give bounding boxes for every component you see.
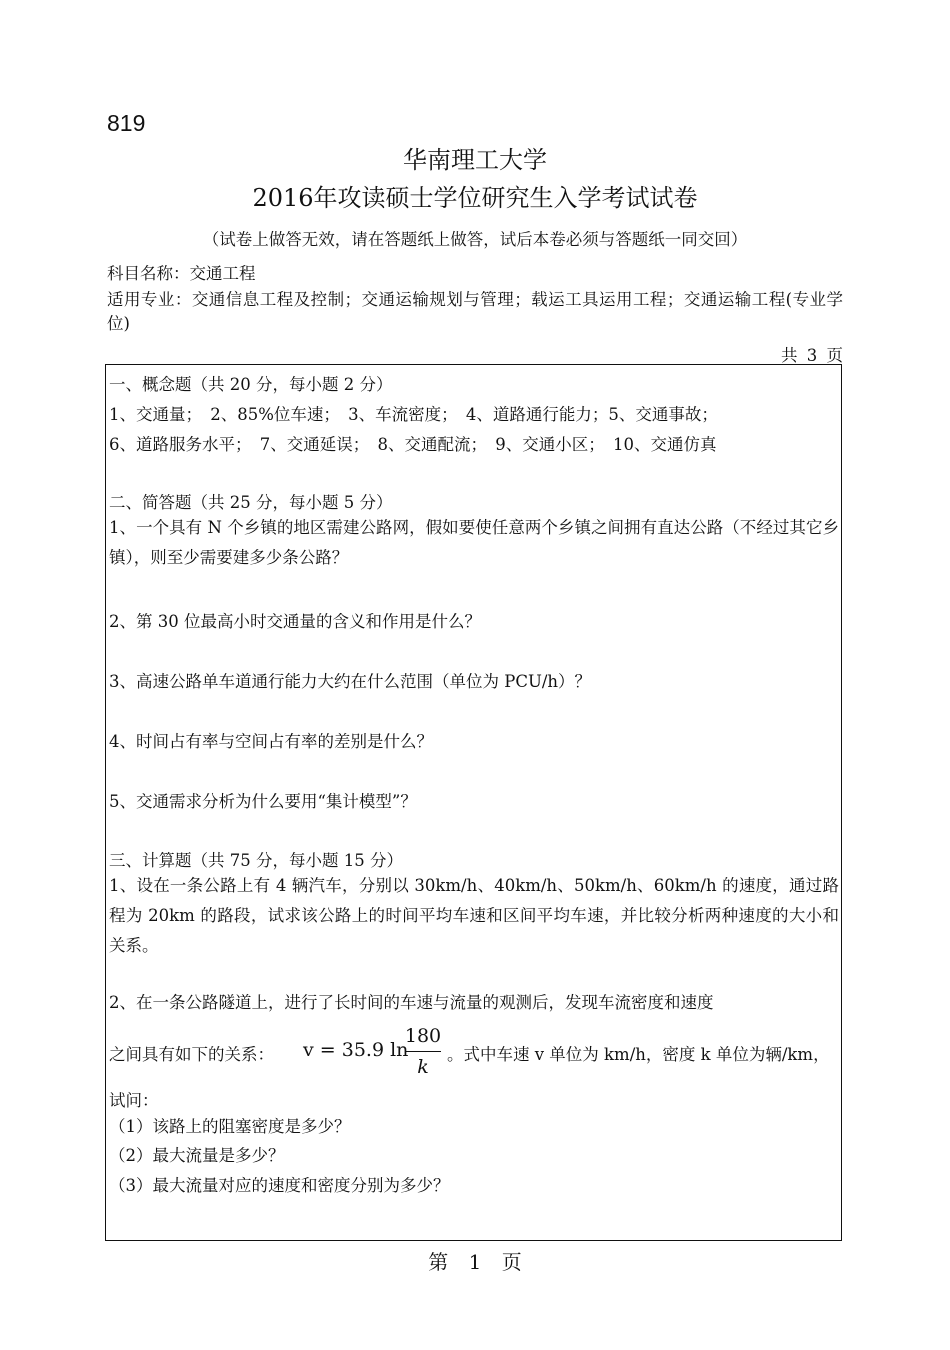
section1-terms-line1: 1、交通量； 2、85%位车速； 3、车流密度； 4、道路通行能力；5、交通事故； [109, 405, 718, 424]
question-box [105, 364, 842, 1241]
section1-heading: 一、概念题（共 20 分，每小题 2 分） [109, 375, 393, 394]
section3-q2-formula-line [109, 1023, 839, 1083]
section2-q1: 1、一个具有 N 个乡镇的地区需建公路网，假如要使任意两个乡镇之间拥有直达公路（不经过其它乡镇），则至少需要建多少条公路？ [109, 518, 839, 567]
exam-code: 819 [107, 110, 146, 136]
section3-q2-ask: 试问： [109, 1091, 159, 1110]
section2-q3: 3、高速公路单车道通行能力大约在什么范围（单位为 PCU/h）？ [109, 672, 592, 691]
section3-q2-line1: 2、在一条公路隧道上，进行了长时间的车速与流量的观测后，发现车流密度和速度 [109, 993, 714, 1012]
section3-heading: 三、计算题（共 75 分，每小题 15 分） [109, 851, 403, 870]
applicable-majors: 适用专业：交通信息工程及控制；交通运输规划与管理；载运工具运用工程；交通运输工程(专业学位) [107, 290, 843, 333]
section3-q2-sub1: （1）该路上的阻塞密度是多少？ [109, 1117, 351, 1136]
exam-title: 2016年攻读硕士学位研究生入学考试试卷 [252, 184, 698, 212]
section2-heading: 二、简答题（共 25 分，每小题 5 分） [109, 493, 393, 512]
subject-name: 科目名称：交通工程 [107, 264, 256, 283]
formula-fraction [401, 1023, 445, 1080]
section2-q4: 4、时间占有率与空间占有率的差别是什么？ [109, 732, 433, 751]
section1-terms-line2: 6、道路服务水平； 7、交通延误； 8、交通配流； 9、交通小区； 10、交通仿真 [109, 435, 717, 454]
section2-q2: 2、第 30 位最高小时交通量的含义和作用是什么？ [109, 612, 481, 631]
fraction-bar [405, 1051, 441, 1052]
page-number: 第 1 页 [428, 1250, 522, 1274]
section2-q5: 5、交通需求分析为什么要用“集计模型”？ [109, 792, 417, 811]
formula-suffix: 。式中车速 v 单位为 km/h，密度 k 单位为辆/km， [447, 1045, 830, 1064]
formula-numerator: 180 [404, 1025, 442, 1047]
total-pages: 共 3 页 [781, 346, 843, 365]
section3-q1: 1、设在一条公路上有 4 辆汽车，分别以 30km/h、40km/h、50km/h、60km/h 的速度，通过路程为 20km 的路段，试求该公路上的时间平均车速和区间平均车速，并比较分析两种速度的大小和关系。 [109, 876, 839, 955]
answer-instruction: （试卷上做答无效，请在答题纸上做答，试后本卷必须与答题纸一同交回） [202, 230, 748, 249]
formula-prefix: 之间具有如下的关系： [109, 1045, 274, 1064]
section3-q2-sub2: （2）最大流量是多少？ [109, 1146, 285, 1165]
university-title: 华南理工大学 [403, 146, 547, 174]
section3-q2-sub3: （3）最大流量对应的速度和密度分别为多少？ [109, 1176, 450, 1195]
formula-lhs: v = 35.9 ln [303, 1039, 409, 1061]
formula-denominator: k [417, 1056, 429, 1078]
